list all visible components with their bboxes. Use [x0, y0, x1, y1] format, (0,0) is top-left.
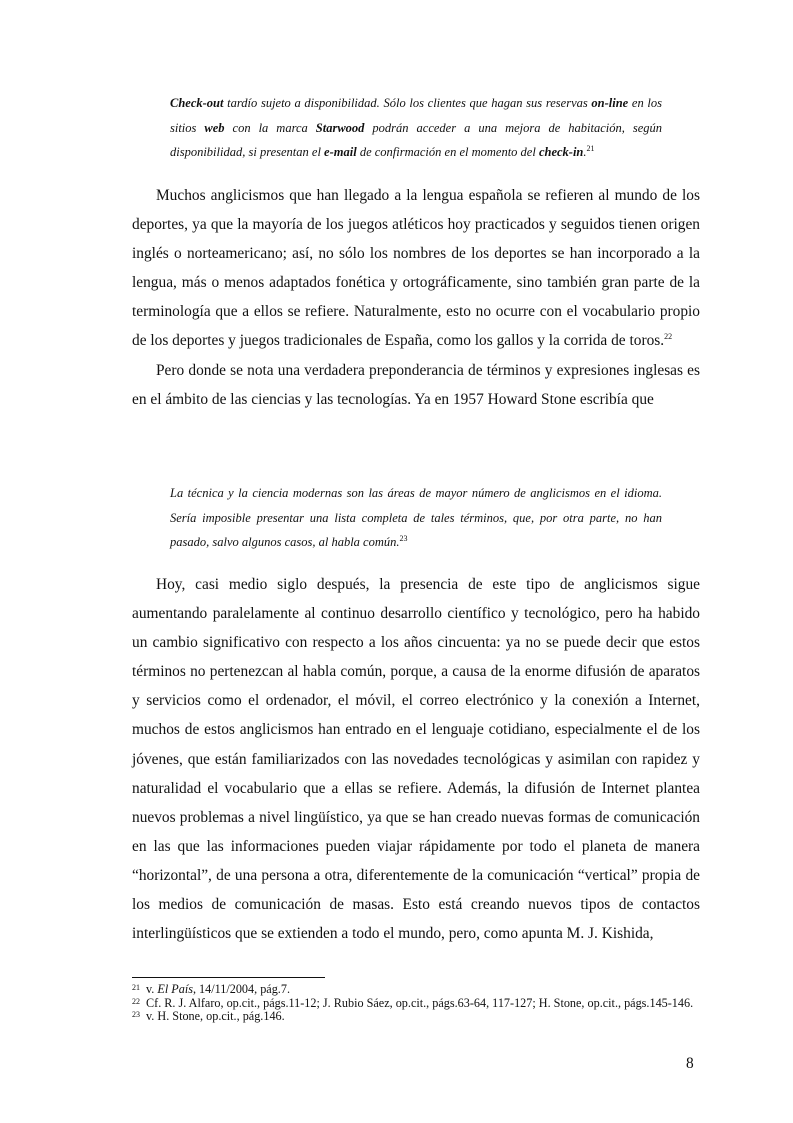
footnote-23 — [132, 1010, 700, 1024]
paragraph-text: Muchos anglicismos que han llegado a la lengua española se refieren al mundo de los deportes, ya que la mayoría de los juegos atléticos hoy practicados y seguidos tienen origen inglés o norteamericano; así, no sólo los nombres de los deportes se han incorporado a la lengua, más o menos adaptados fonética y ortográficamente, sino también gran parte de la terminología que a ellos se refiere. Naturalmente, esto no ocurre con el vocabulario propio de los deportes y juegos tradicionales de España, como los gallos y la corrida de toros. — [132, 187, 700, 350]
term-check-in: check-in — [538, 145, 584, 159]
footnote-number: 23 — [132, 1010, 140, 1020]
paragraph-text: Pero donde se nota una verdadera preponderancia de términos y expresiones inglesas es en el ámbito de las ciencias y las tecnologías. Ya en 1957 Howard Stone escribía que — [132, 361, 700, 408]
footnote-text: Cf. R. J. Alfaro, op.cit., págs.11-12; J. Rubio Sáez, op.cit., págs.63-64, 117-127; H. Stone, op.cit., págs.145-146. — [146, 995, 694, 1010]
quote-text: La técnica y la ciencia modernas son las áreas de mayor número de anglicismos en el idioma. Sería imposible presentar una lista completa de tales términos, que, por otra parte, no han pasado, salvo algunos casos, al habla común. — [170, 486, 662, 549]
quote-text: de confirmación en el momento del — [356, 145, 539, 159]
paragraph-deportes — [132, 181, 700, 356]
footnote-text: v. — [146, 982, 158, 996]
paragraph-text: Hoy, casi medio siglo después, la presencia de este tipo de anglicismos sigue aumentando paralelamente al continuo desarrollo científico y tecnológico, pero ha habido un cambio significativo con respecto a los años cincuenta: ya no se puede decir que estos términos no pertenezcan al habla común, porque, a causa de la enorme difusión de aparatos y servicios como el ordenador, el móvil, el correo electrónico y la conexión a Internet, muchos de estos anglicismos han entrado en el lenguaje cotidiano, especialmente el de los jóvenes, que están familiarizados con las novedades tecnológicas y asimilan con rapidez y naturalidad el vocabulario que a ellas se refiere. Además, la difusión de Internet plantea nuevos problemas a nivel lingüístico, ya que se han creado nuevas formas de comunicación en las que las informaciones pueden viajar rápidamente por todo el planeta de manera “horizontal”, de una persona a otra, diferentemente de la comunicación “vertical” propia de los medios de comunicación de masas. Esto está creando nuevos tipos de contactos interlingüísticos que se extienden a todo el mundo, pero, como apunta M. J. Kishida, — [132, 576, 700, 943]
footnote-21 — [132, 983, 700, 997]
footnote-22 — [132, 997, 700, 1011]
page-number: 8 — [686, 1055, 694, 1072]
footnote-ref-23[interactable]: 23 — [399, 533, 408, 543]
block-quote-stone — [170, 481, 662, 555]
term-check-out: Check-out — [170, 96, 224, 110]
quote-text: con la marca — [224, 120, 316, 135]
quote-text: en los sitios — [170, 96, 662, 135]
footnote-text: , 14/11/2004, pág.7. — [192, 982, 290, 996]
block-quote-starwood — [170, 91, 662, 165]
quote-text: . — [583, 145, 587, 159]
term-on-line: on-line — [591, 96, 629, 110]
quote-text: tardío sujeto a disponibilidad. Sólo los clientes que hagan sus reservas — [223, 96, 592, 110]
footnote-text: v. H. Stone, op.cit., pág.146. — [146, 1009, 285, 1024]
quote-text: podrán acceder a una mejora de habitación, según disponibilidad, si presentan el — [170, 120, 663, 159]
footnotes — [132, 983, 700, 1024]
term-starwood: Starwood — [315, 120, 365, 135]
footnote-number: 22 — [132, 996, 140, 1006]
body-section-1 — [132, 181, 700, 414]
paragraph-ciencias — [132, 356, 700, 414]
term-web: web — [204, 120, 225, 135]
footnote-ref-21[interactable]: 21 — [586, 143, 595, 153]
footnote-number: 21 — [132, 983, 140, 992]
footnote-source-title: El País — [157, 982, 193, 996]
term-e-mail: e-mail — [324, 145, 357, 159]
body-section-2 — [132, 570, 700, 948]
footnote-ref-22[interactable]: 22 — [664, 332, 673, 342]
footnote-divider — [132, 977, 325, 978]
paragraph-hoy — [132, 570, 700, 948]
